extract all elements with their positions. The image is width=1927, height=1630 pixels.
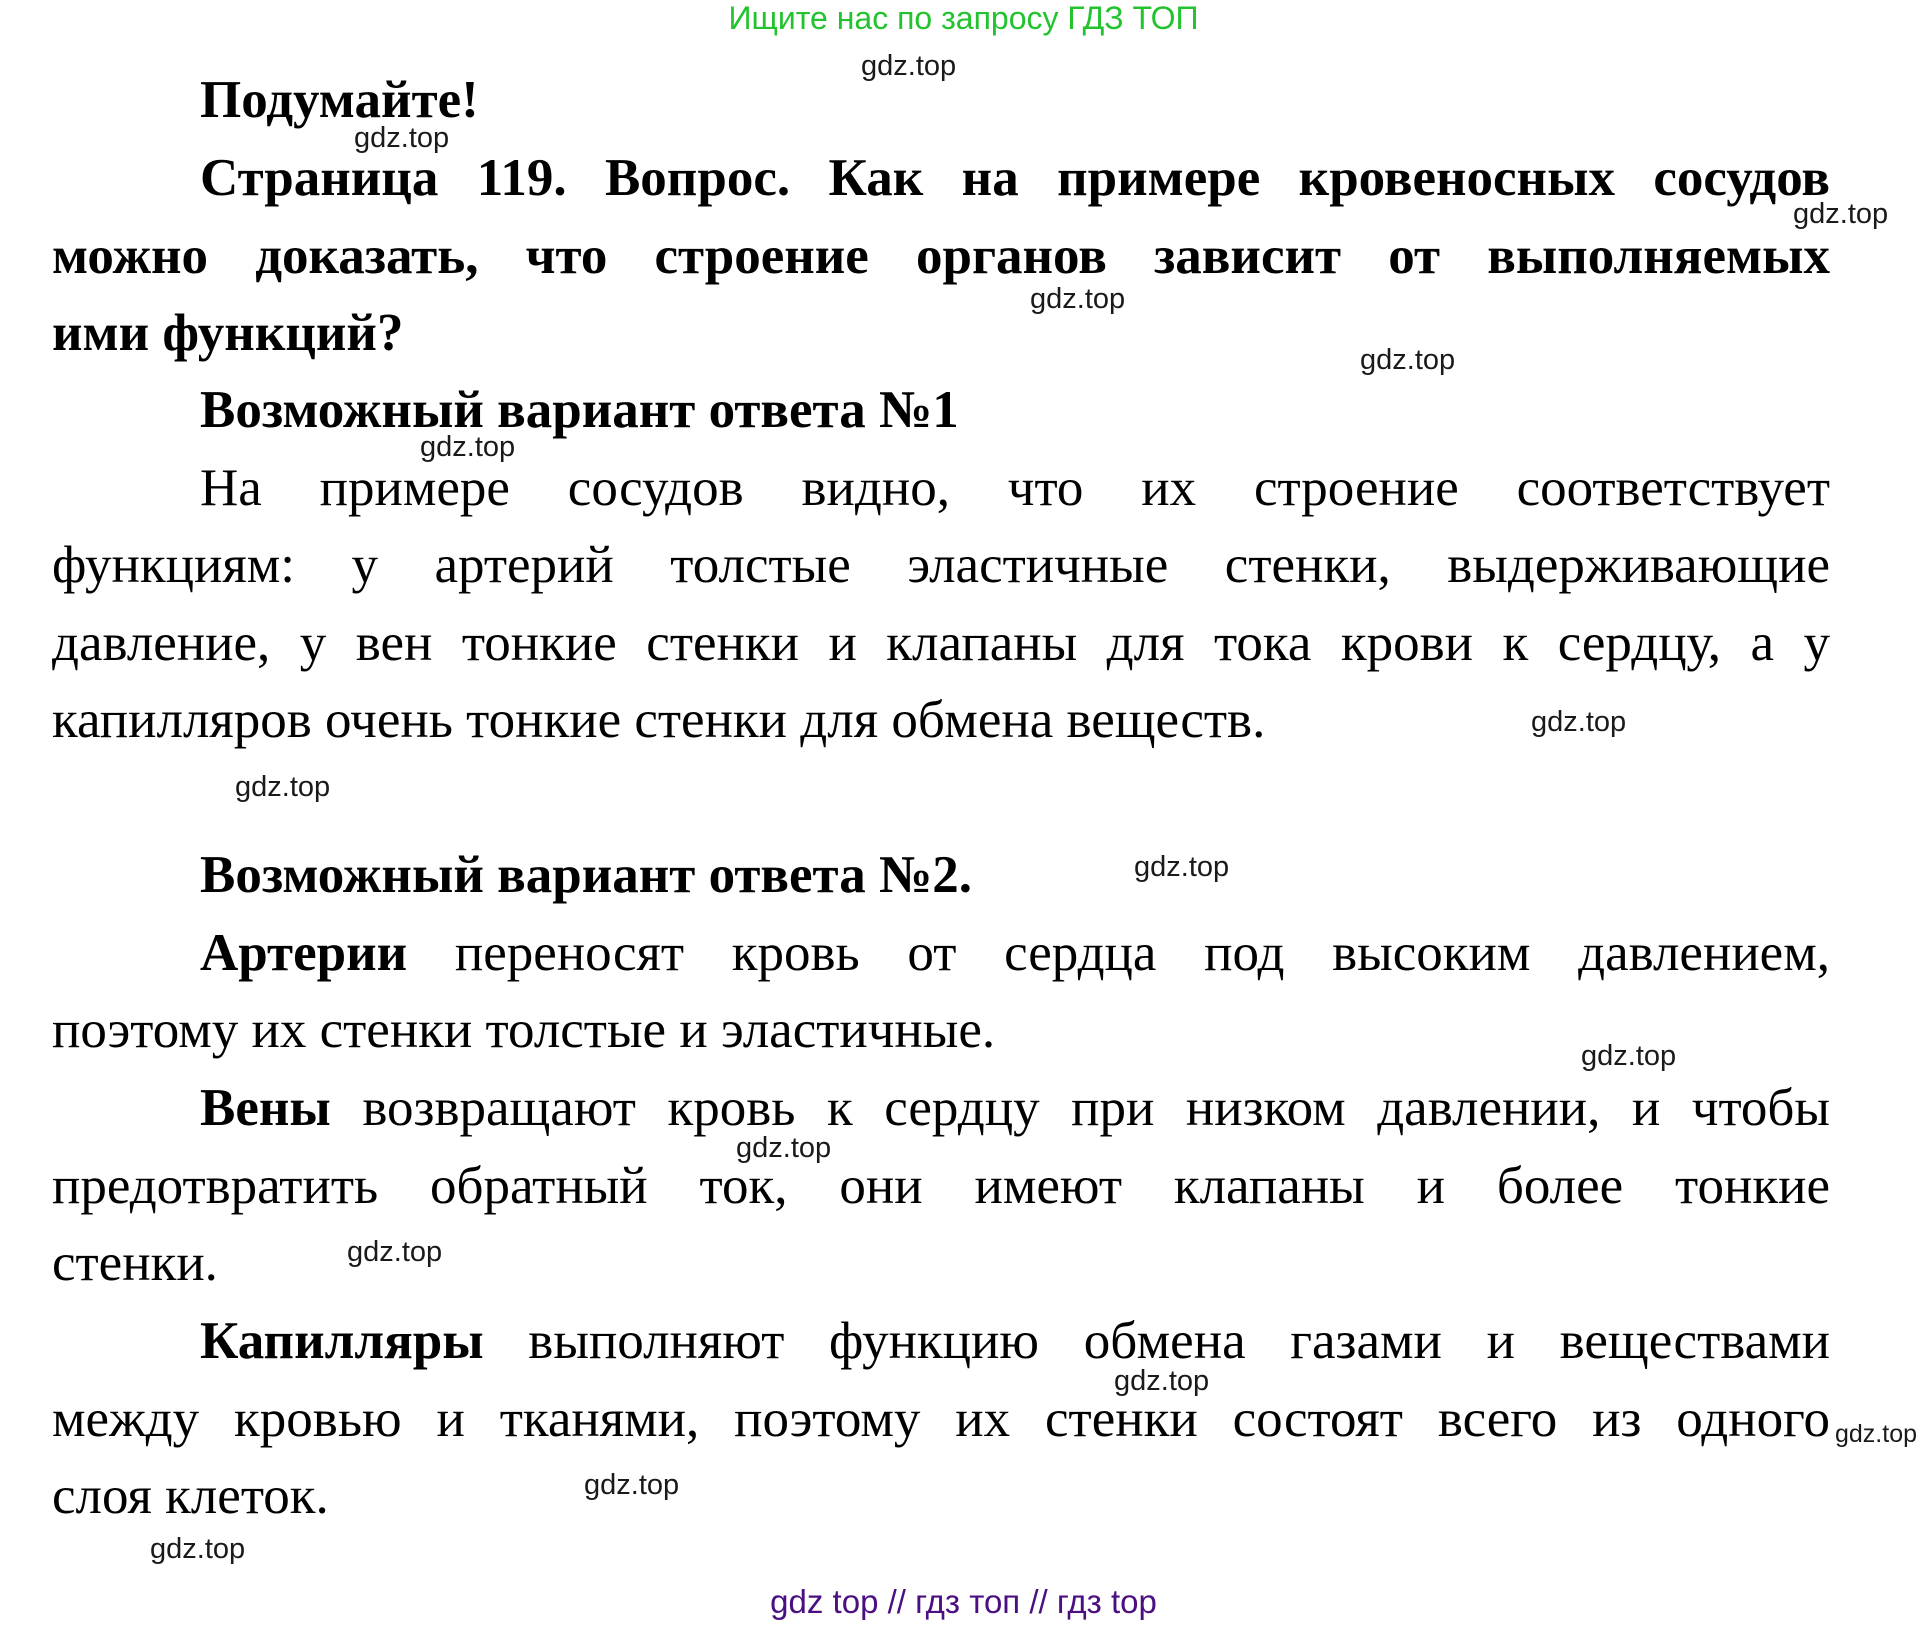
answer1-title: Возможный вариант ответа №1 <box>200 381 959 439</box>
capillaries-term: Капилляры <box>200 1312 484 1370</box>
arteries-line-1 <box>200 923 1830 983</box>
answer2-title: Возможный вариант ответа №2. <box>200 846 972 904</box>
question-line-1: Страница 119. Вопрос. Как на примере кровеносных сосудов <box>200 149 1830 207</box>
watermark: gdz.top <box>1134 851 1230 883</box>
watermark: gdz.top <box>1793 198 1889 230</box>
watermark: gdz.top <box>861 50 957 82</box>
watermark: gdz.top <box>1581 1040 1677 1072</box>
veins-term: Вены <box>200 1079 331 1137</box>
arteries-line-2: поэтому их стенки толстые и эластичные. <box>52 1001 996 1059</box>
watermark: gdz.top <box>347 1236 443 1268</box>
search-banner: Ищите нас по запросу ГДЗ ТОП <box>728 0 1199 36</box>
veins-line-2: предотвратить обратный ток, они имеют клапаны и более тонкие <box>52 1157 1830 1215</box>
footer-links: gdz top // гдз топ // гдз top <box>770 1583 1157 1620</box>
watermark: gdz.top <box>1360 344 1456 376</box>
arteries-text: переносят кровь от сердца под высоким давлением, <box>407 924 1830 982</box>
watermark: gdz.top <box>150 1533 246 1565</box>
watermark: gdz.top <box>584 1469 680 1501</box>
watermark: gdz.top <box>736 1132 832 1164</box>
think-heading: Подумайте! <box>200 71 479 129</box>
watermark: gdz.top <box>420 431 516 463</box>
watermark: gdz.top <box>235 771 331 803</box>
veins-text: возвращают кровь к сердцу при низком давлении, и чтобы <box>330 1079 1830 1137</box>
question-line-3: ими функций? <box>52 304 404 362</box>
capillaries-line-3: слоя клеток. <box>52 1467 329 1525</box>
question-line-2: можно доказать, что строение органов зависит от выполняемых <box>52 227 1830 285</box>
arteries-term: Артерии <box>200 924 408 982</box>
answer1-line-2: функциям: у артерий толстые эластичные стенки, выдерживающие <box>52 536 1830 594</box>
capillaries-line-2: между кровью и тканями, поэтому их стенки состоят всего из одного <box>52 1390 1830 1448</box>
veins-line-1 <box>200 1078 1830 1138</box>
capillaries-text: выполняют функцию обмена газами и веществами <box>483 1312 1830 1370</box>
watermark: gdz.top <box>1114 1365 1210 1397</box>
answer1-line-4: капилляров очень тонкие стенки для обмена веществ. <box>52 691 1266 749</box>
answer1-line-3: давление, у вен тонкие стенки и клапаны для тока крови к сердцу, а у <box>52 614 1830 672</box>
answer1-line-1: На примере сосудов видно, что их строение соответствует <box>200 459 1830 517</box>
watermark: gdz.top <box>1030 283 1126 315</box>
veins-line-3: стенки. <box>52 1234 218 1292</box>
capillaries-line-1 <box>200 1311 1830 1371</box>
watermark: gdz.top <box>354 122 450 154</box>
watermark: gdz.top <box>1835 1420 1918 1448</box>
watermark: gdz.top <box>1531 706 1627 738</box>
